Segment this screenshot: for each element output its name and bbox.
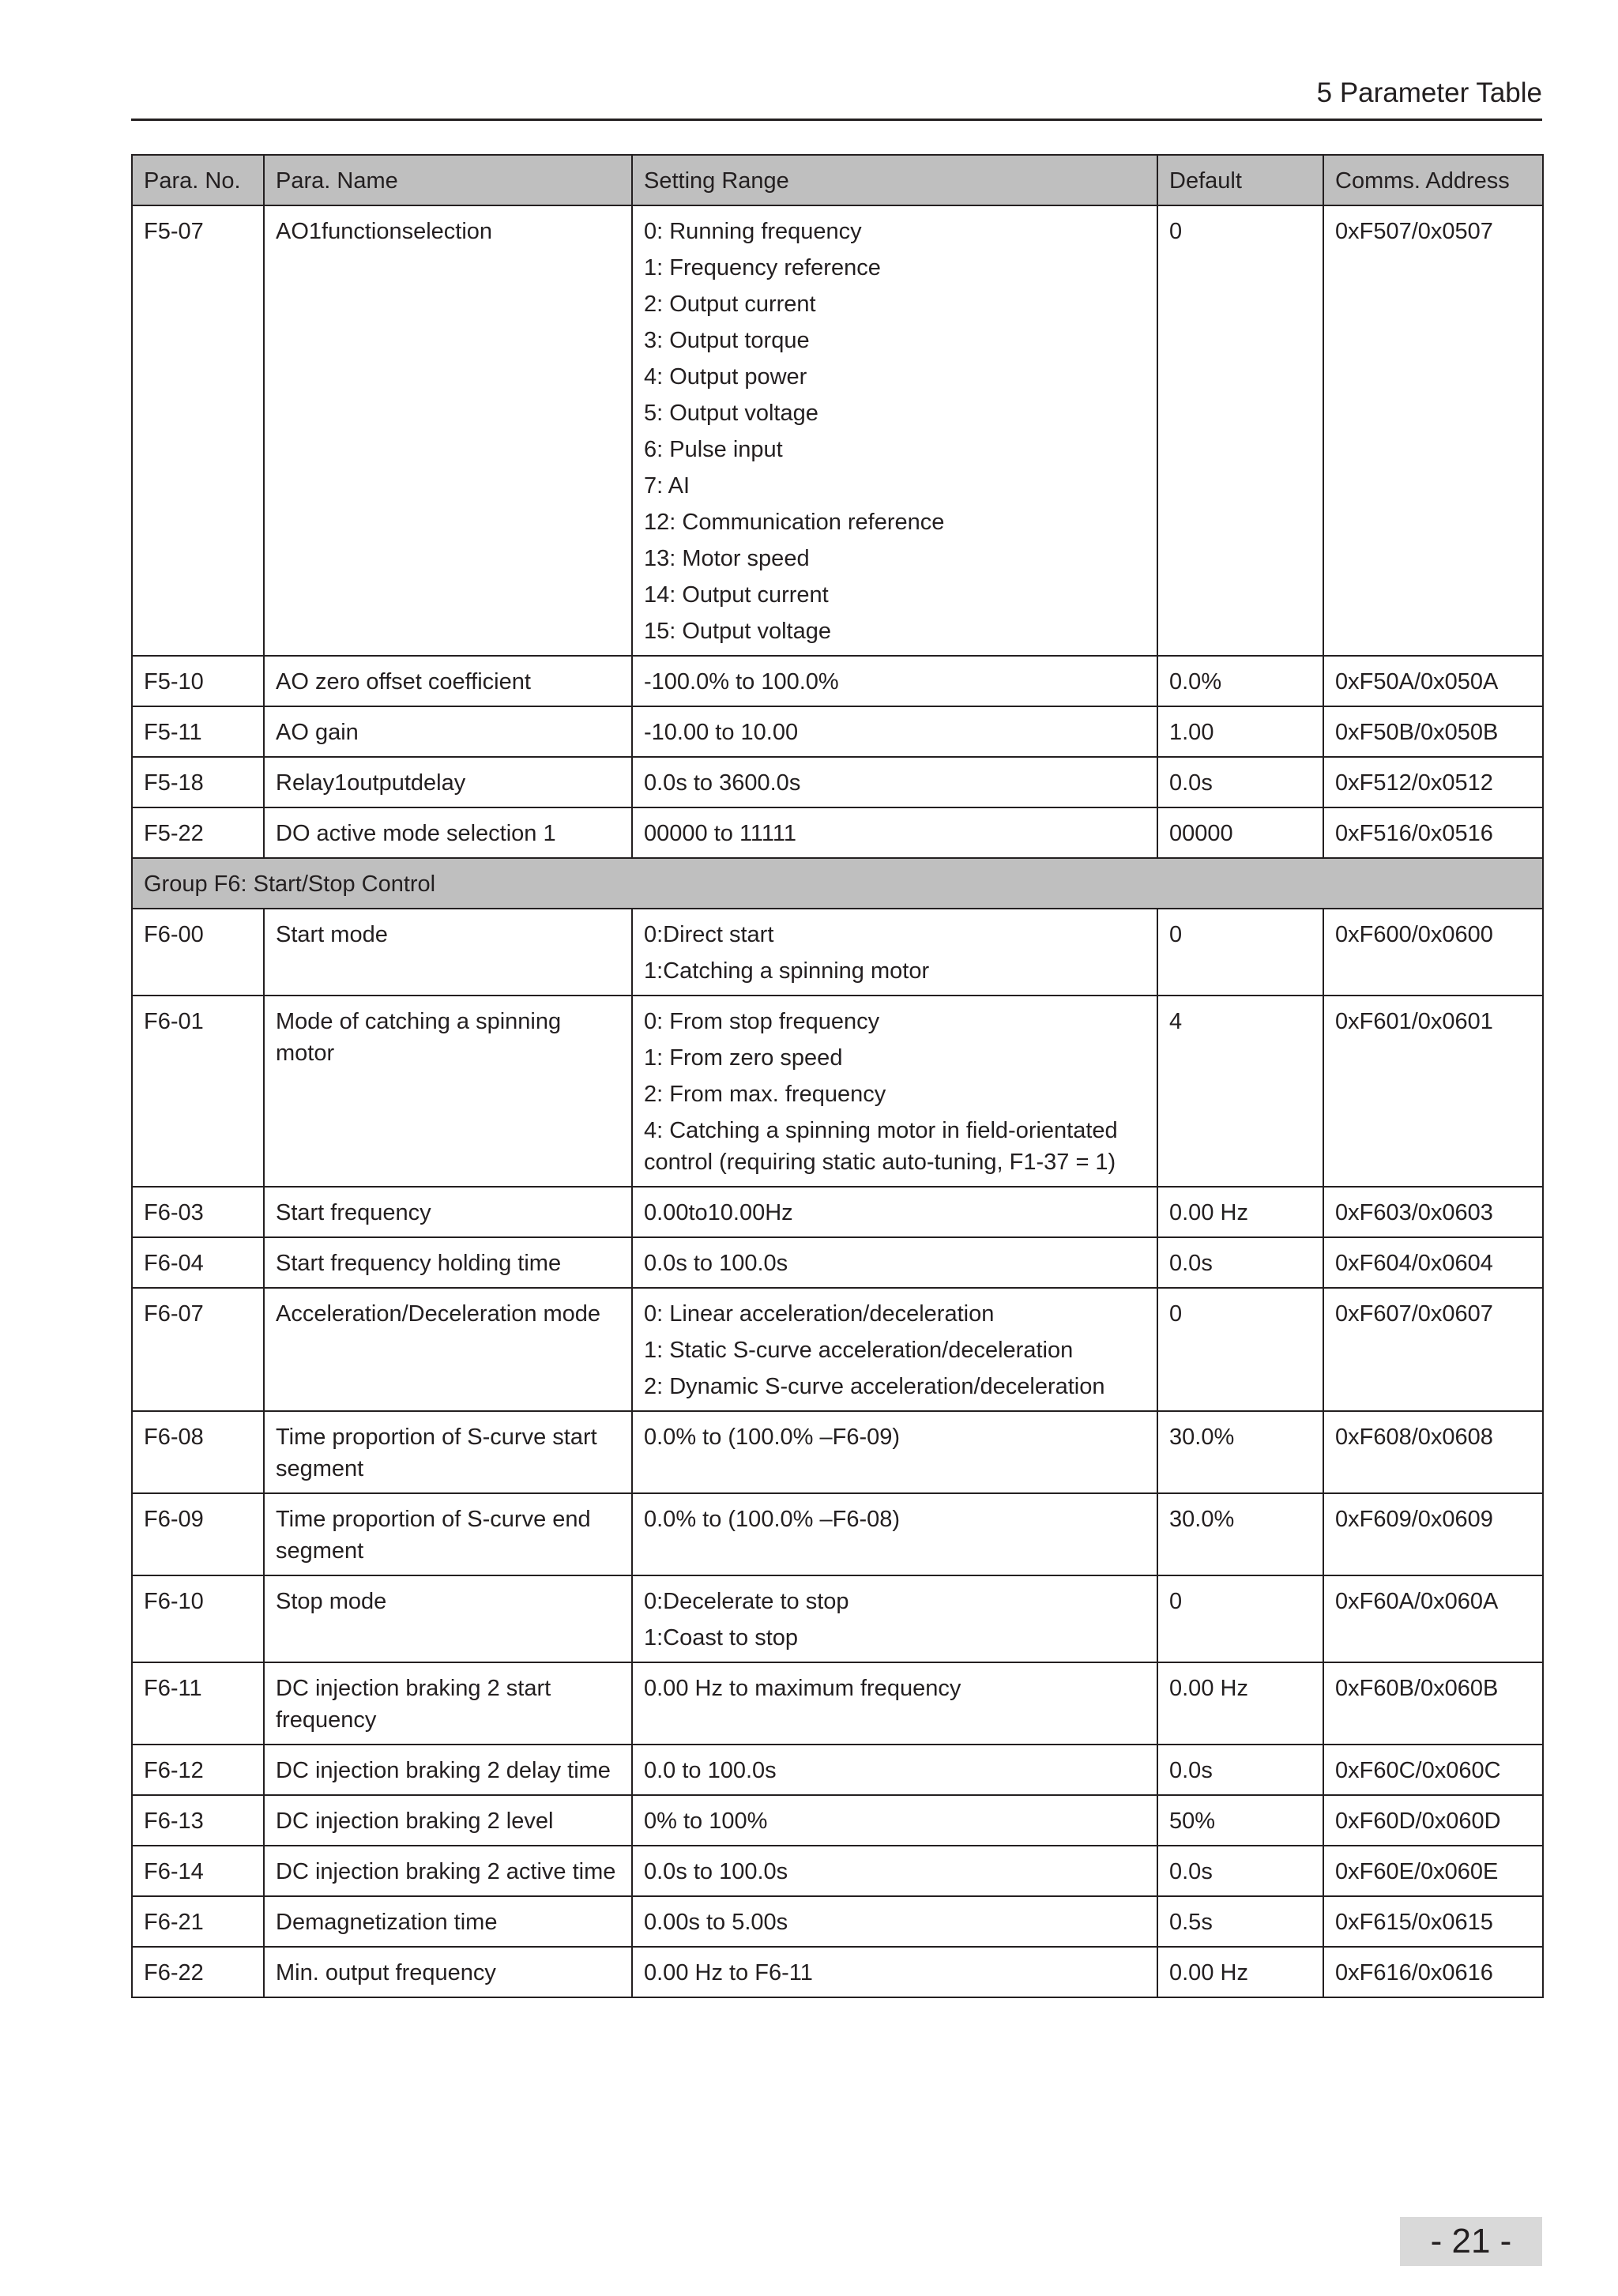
setting-range-option: 1: Frequency reference bbox=[644, 255, 881, 280]
comms-address-cell: 0xF507/0x0507 bbox=[1323, 205, 1543, 656]
setting-range-option: -100.0% to 100.0% bbox=[644, 669, 839, 694]
table-body bbox=[132, 205, 1543, 1997]
setting-range-option: 14: Output current bbox=[644, 582, 829, 608]
para-no-cell: F6-03 bbox=[132, 1187, 264, 1237]
group-header-row bbox=[132, 858, 1543, 909]
table-row bbox=[132, 656, 1543, 706]
column-header-default: Default bbox=[1157, 155, 1323, 205]
setting-range-cell bbox=[632, 656, 1157, 706]
para-no-cell: F6-21 bbox=[132, 1896, 264, 1947]
table-row bbox=[132, 706, 1543, 757]
setting-range-option: 0: Linear acceleration/deceleration bbox=[644, 1301, 995, 1327]
comms-address-cell: 0xF60D/0x060D bbox=[1323, 1795, 1543, 1846]
setting-range-option: 0.0% to (100.0% –F6-09) bbox=[644, 1425, 901, 1450]
table-row bbox=[132, 1187, 1543, 1237]
comms-address-cell: 0xF608/0x0608 bbox=[1323, 1411, 1543, 1493]
table-row bbox=[132, 1662, 1543, 1745]
table-row bbox=[132, 1493, 1543, 1575]
table-row bbox=[132, 1745, 1543, 1795]
default-cell: 0 bbox=[1157, 909, 1323, 996]
comms-address-cell: 0xF50B/0x050B bbox=[1323, 706, 1543, 757]
para-name-cell: Start frequency holding time bbox=[264, 1237, 632, 1288]
default-cell: 0.0% bbox=[1157, 656, 1323, 706]
comms-address-cell: 0xF601/0x0601 bbox=[1323, 996, 1543, 1187]
para-name-cell: DC injection braking 2 active time bbox=[264, 1846, 632, 1896]
setting-range-option: 7: AI bbox=[644, 473, 690, 499]
table-row bbox=[132, 1896, 1543, 1947]
para-name-cell: Time proportion of S-curve end segment bbox=[264, 1493, 632, 1575]
default-cell: 0 bbox=[1157, 1288, 1323, 1411]
setting-range-option: 12: Communication reference bbox=[644, 510, 945, 535]
para-no-cell: F5-22 bbox=[132, 807, 264, 858]
setting-range-option: 4: Output power bbox=[644, 364, 807, 390]
setting-range-option: 0: Running frequency bbox=[644, 219, 862, 244]
setting-range-cell bbox=[632, 1795, 1157, 1846]
setting-range-option: -10.00 to 10.00 bbox=[644, 720, 799, 745]
setting-range-option: 0.0s to 3600.0s bbox=[644, 770, 801, 796]
para-name-cell: AO zero offset coefficient bbox=[264, 656, 632, 706]
setting-range-cell bbox=[632, 1411, 1157, 1493]
setting-range-option: 0.0% to (100.0% –F6-08) bbox=[644, 1507, 901, 1532]
para-name-cell: Acceleration/Deceleration mode bbox=[264, 1288, 632, 1411]
default-cell: 0.00 Hz bbox=[1157, 1947, 1323, 1997]
default-cell: 0.5s bbox=[1157, 1896, 1323, 1947]
table-row bbox=[132, 1795, 1543, 1846]
column-header-comms-address: Comms. Address bbox=[1323, 155, 1543, 205]
para-no-cell: F6-22 bbox=[132, 1947, 264, 1997]
para-name-cell: DC injection braking 2 level bbox=[264, 1795, 632, 1846]
default-cell: 0.0s bbox=[1157, 1745, 1323, 1795]
comms-address-cell: 0xF60B/0x060B bbox=[1323, 1662, 1543, 1745]
default-cell: 0 bbox=[1157, 1575, 1323, 1662]
para-no-cell: F6-09 bbox=[132, 1493, 264, 1575]
setting-range-option: 0.00to10.00Hz bbox=[644, 1200, 793, 1225]
comms-address-cell: 0xF60A/0x060A bbox=[1323, 1575, 1543, 1662]
page-number: - 21 - bbox=[1400, 2217, 1542, 2266]
setting-range-cell bbox=[632, 706, 1157, 757]
setting-range-cell bbox=[632, 1947, 1157, 1997]
para-no-cell: F6-10 bbox=[132, 1575, 264, 1662]
parameter-table bbox=[131, 154, 1544, 1998]
para-name-cell: Demagnetization time bbox=[264, 1896, 632, 1947]
default-cell: 0.0s bbox=[1157, 757, 1323, 807]
comms-address-cell: 0xF616/0x0616 bbox=[1323, 1947, 1543, 1997]
setting-range-option: 1: From zero speed bbox=[644, 1045, 843, 1071]
setting-range-cell bbox=[632, 1575, 1157, 1662]
default-cell: 4 bbox=[1157, 996, 1323, 1187]
default-cell: 30.0% bbox=[1157, 1411, 1323, 1493]
table-row bbox=[132, 996, 1543, 1187]
para-no-cell: F6-04 bbox=[132, 1237, 264, 1288]
group-title: Group F6: Start/Stop Control bbox=[132, 858, 1543, 909]
default-cell: 1.00 bbox=[1157, 706, 1323, 757]
default-cell: 0.00 Hz bbox=[1157, 1187, 1323, 1237]
setting-range-cell bbox=[632, 1237, 1157, 1288]
setting-range-cell bbox=[632, 1662, 1157, 1745]
table-row bbox=[132, 1846, 1543, 1896]
setting-range-cell bbox=[632, 807, 1157, 858]
comms-address-cell: 0xF607/0x0607 bbox=[1323, 1288, 1543, 1411]
default-cell: 30.0% bbox=[1157, 1493, 1323, 1575]
setting-range-option: 2: Output current bbox=[644, 292, 816, 317]
para-no-cell: F5-07 bbox=[132, 205, 264, 656]
setting-range-cell bbox=[632, 205, 1157, 656]
para-no-cell: F5-10 bbox=[132, 656, 264, 706]
para-name-cell: Start mode bbox=[264, 909, 632, 996]
column-header-para-name: Para. Name bbox=[264, 155, 632, 205]
comms-address-cell: 0xF603/0x0603 bbox=[1323, 1187, 1543, 1237]
table-header-row bbox=[132, 155, 1543, 205]
setting-range-cell bbox=[632, 1846, 1157, 1896]
column-header-para-no: Para. No. bbox=[132, 155, 264, 205]
comms-address-cell: 0xF60C/0x060C bbox=[1323, 1745, 1543, 1795]
table-row bbox=[132, 1411, 1543, 1493]
setting-range-option: 0% to 100% bbox=[644, 1809, 768, 1834]
default-cell: 0.0s bbox=[1157, 1846, 1323, 1896]
para-name-cell: DC injection braking 2 delay time bbox=[264, 1745, 632, 1795]
setting-range-option: 4: Catching a spinning motor in field-orientated control (requiring static auto-tuning, F1-37 = 1) bbox=[644, 1118, 1118, 1175]
para-name-cell: Relay1outputdelay bbox=[264, 757, 632, 807]
setting-range-option: 0.00 Hz to maximum frequency bbox=[644, 1676, 961, 1701]
table-row bbox=[132, 1947, 1543, 1997]
para-no-cell: F6-13 bbox=[132, 1795, 264, 1846]
para-name-cell: AO1functionselection bbox=[264, 205, 632, 656]
comms-address-cell: 0xF50A/0x050A bbox=[1323, 656, 1543, 706]
setting-range-option: 0:Direct start bbox=[644, 922, 774, 947]
table-row bbox=[132, 1237, 1543, 1288]
setting-range-cell bbox=[632, 757, 1157, 807]
table-row bbox=[132, 205, 1543, 656]
comms-address-cell: 0xF60E/0x060E bbox=[1323, 1846, 1543, 1896]
comms-address-cell: 0xF604/0x0604 bbox=[1323, 1237, 1543, 1288]
setting-range-option: 0.0s to 100.0s bbox=[644, 1859, 788, 1884]
setting-range-option: 0: From stop frequency bbox=[644, 1009, 880, 1034]
default-cell: 0.0s bbox=[1157, 1237, 1323, 1288]
setting-range-option: 15: Output voltage bbox=[644, 619, 831, 644]
para-no-cell: F5-11 bbox=[132, 706, 264, 757]
para-name-cell: AO gain bbox=[264, 706, 632, 757]
para-name-cell: Time proportion of S-curve start segment bbox=[264, 1411, 632, 1493]
para-name-cell: Mode of catching a spinning motor bbox=[264, 996, 632, 1187]
para-no-cell: F6-01 bbox=[132, 996, 264, 1187]
para-no-cell: F6-12 bbox=[132, 1745, 264, 1795]
comms-address-cell: 0xF516/0x0516 bbox=[1323, 807, 1543, 858]
setting-range-option: 5: Output voltage bbox=[644, 401, 818, 426]
default-cell: 00000 bbox=[1157, 807, 1323, 858]
para-no-cell: F6-07 bbox=[132, 1288, 264, 1411]
comms-address-cell: 0xF600/0x0600 bbox=[1323, 909, 1543, 996]
default-cell: 0.00 Hz bbox=[1157, 1662, 1323, 1745]
para-no-cell: F6-14 bbox=[132, 1846, 264, 1896]
setting-range-cell bbox=[632, 996, 1157, 1187]
setting-range-option: 0.0s to 100.0s bbox=[644, 1251, 788, 1276]
para-name-cell: DC injection braking 2 start frequency bbox=[264, 1662, 632, 1745]
setting-range-option: 0:Decelerate to stop bbox=[644, 1589, 849, 1614]
comms-address-cell: 0xF512/0x0512 bbox=[1323, 757, 1543, 807]
setting-range-option: 6: Pulse input bbox=[644, 437, 783, 462]
default-cell: 50% bbox=[1157, 1795, 1323, 1846]
table-row bbox=[132, 1575, 1543, 1662]
comms-address-cell: 0xF615/0x0615 bbox=[1323, 1896, 1543, 1947]
page-header-title: 5 Parameter Table bbox=[1316, 77, 1542, 108]
column-header-setting-range: Setting Range bbox=[632, 155, 1157, 205]
setting-range-cell bbox=[632, 1745, 1157, 1795]
para-name-cell: Min. output frequency bbox=[264, 1947, 632, 1997]
setting-range-option: 1:Coast to stop bbox=[644, 1625, 799, 1650]
table-row bbox=[132, 1288, 1543, 1411]
para-no-cell: F6-08 bbox=[132, 1411, 264, 1493]
setting-range-cell bbox=[632, 1493, 1157, 1575]
default-cell: 0 bbox=[1157, 205, 1323, 656]
setting-range-option: 0.0 to 100.0s bbox=[644, 1758, 777, 1783]
setting-range-option: 13: Motor speed bbox=[644, 546, 810, 571]
setting-range-option: 2: Dynamic S-curve acceleration/deceleration bbox=[644, 1374, 1105, 1399]
para-no-cell: F6-11 bbox=[132, 1662, 264, 1745]
table-row bbox=[132, 909, 1543, 996]
setting-range-cell bbox=[632, 1288, 1157, 1411]
setting-range-cell bbox=[632, 1896, 1157, 1947]
table-row bbox=[132, 807, 1543, 858]
setting-range-cell bbox=[632, 909, 1157, 996]
comms-address-cell: 0xF609/0x0609 bbox=[1323, 1493, 1543, 1575]
setting-range-option: 1: Static S-curve acceleration/deceleration bbox=[644, 1338, 1074, 1363]
setting-range-cell bbox=[632, 1187, 1157, 1237]
setting-range-option: 1:Catching a spinning motor bbox=[644, 958, 930, 984]
para-name-cell: DO active mode selection 1 bbox=[264, 807, 632, 858]
para-name-cell: Stop mode bbox=[264, 1575, 632, 1662]
para-no-cell: F5-18 bbox=[132, 757, 264, 807]
setting-range-option: 3: Output torque bbox=[644, 328, 810, 353]
setting-range-option: 2: From max. frequency bbox=[644, 1082, 886, 1107]
table-row bbox=[132, 757, 1543, 807]
header-divider bbox=[131, 119, 1542, 121]
para-name-cell: Start frequency bbox=[264, 1187, 632, 1237]
setting-range-option: 0.00s to 5.00s bbox=[644, 1910, 788, 1935]
para-no-cell: F6-00 bbox=[132, 909, 264, 996]
setting-range-option: 00000 to 11111 bbox=[644, 821, 796, 846]
setting-range-option: 0.00 Hz to F6-11 bbox=[644, 1960, 813, 1985]
